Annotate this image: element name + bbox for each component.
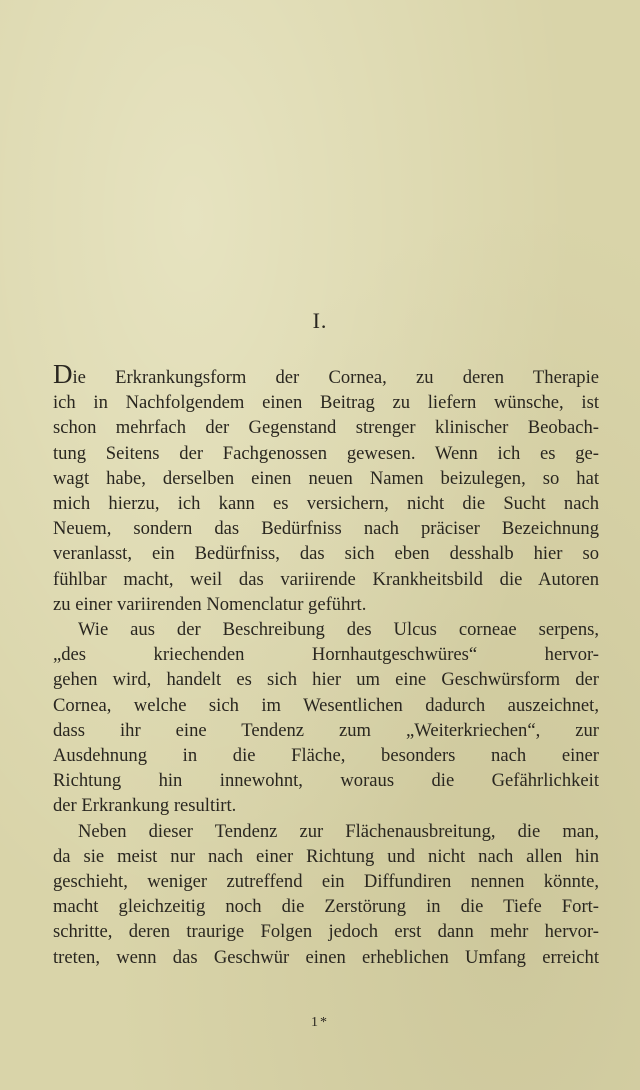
text-line: Wie aus der Beschreibung des Ulcus corneae serpens, — [78, 619, 599, 641]
text-line: schon mehrfach der Gegenstand strenger klinischer Beobach- — [53, 417, 599, 439]
text-line: gehen wird, handelt es sich hier um eine Geschwürsform der — [53, 669, 599, 691]
text-line: der Erkrankung resultirt. — [53, 795, 237, 817]
text-line: da sie meist nur nach einer Richtung und nicht nach allen hin — [53, 845, 599, 867]
text-line — [53, 359, 599, 390]
text-line: wagt habe, derselben einen neuen Namen beizulegen, so hat — [53, 467, 599, 489]
text-line: fühlbar macht, weil das variirende Krankheitsbild die Autoren — [53, 568, 599, 590]
text-line: Cornea, welche sich im Wesentlichen dadurch auszeichnet, — [53, 694, 599, 716]
text-line: mich hierzu, ich kann es versichern, nicht die Sucht nach — [53, 493, 599, 515]
text-line-content: ie Erkrankungsform der Cornea, zu deren Therapie — [72, 367, 599, 388]
chapter-heading: I. — [312, 308, 328, 333]
text-line: Neuem, sondern das Bedürfniss nach präciser Bezeichnung — [53, 518, 599, 540]
text-line: veranlasst, ein Bedürfniss, das sich eben desshalb hier so — [53, 543, 599, 565]
text-line: Richtung hin innewohnt, woraus die Gefährlichkeit — [53, 770, 599, 792]
text-line: schritte, deren traurige Folgen jedoch erst dann mehr hervor- — [53, 921, 599, 943]
text-line: macht gleichzeitig noch die Zerstörung in die Tiefe Fort- — [53, 896, 599, 918]
text-line: ich in Nachfolgendem einen Beitrag zu liefern wünsche, ist — [53, 392, 599, 414]
text-line: „des kriechenden Hornhautgeschwüres“ hervor- — [53, 644, 599, 666]
text-line: Ausdehnung in die Fläche, besonders nach einer — [53, 745, 599, 767]
text-line: treten, wenn das Geschwür einen erheblichen Umfang erreicht — [53, 946, 599, 968]
paragraph-1 — [53, 359, 599, 617]
drop-cap: D — [53, 359, 73, 389]
page-signature: 1* — [311, 1015, 329, 1030]
paragraph-2 — [53, 617, 599, 819]
text-line: Neben dieser Tendenz zur Flächenausbreitung, die man, — [78, 820, 599, 842]
text-line: dass ihr eine Tendenz zum „Weiterkriechen“, zur — [53, 719, 599, 741]
text-line: zu einer variirenden Nomenclatur geführt. — [53, 593, 367, 615]
body-text — [53, 359, 599, 970]
text-line: tung Seitens der Fachgenossen gewesen. Wenn ich es ge- — [53, 442, 599, 464]
text-line: geschieht, weniger zutreffend ein Diffundiren nennen könnte, — [53, 871, 599, 893]
paragraph-3 — [53, 819, 599, 970]
